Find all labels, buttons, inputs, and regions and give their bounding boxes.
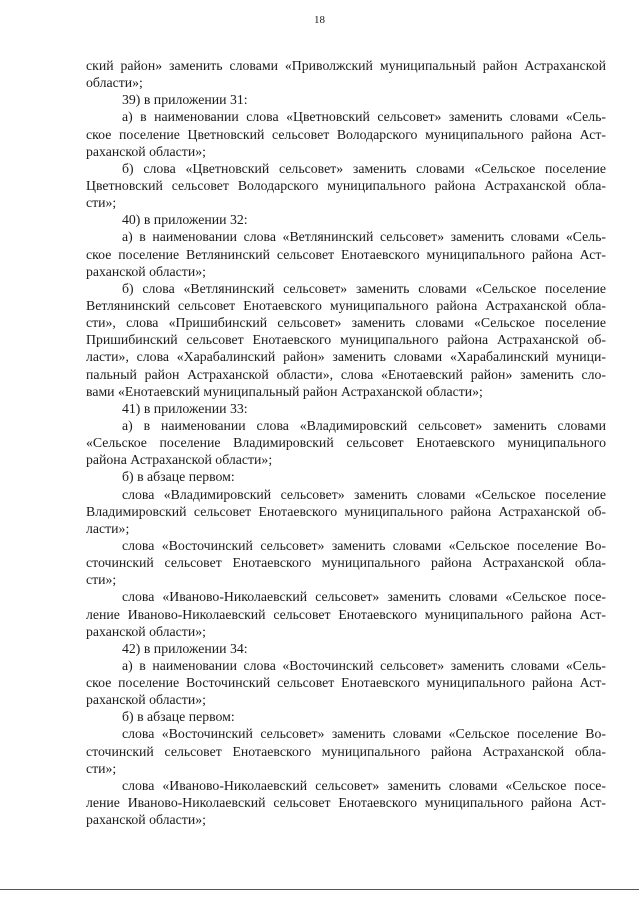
text-line: раханской области»; <box>86 812 206 828</box>
text-line: вами «Енотаевский муниципальный район Астраханской области»; <box>86 383 483 399</box>
text-line: 39) в приложении 31: <box>122 92 248 108</box>
paragraph <box>86 588 606 639</box>
text-line: сти», слова «Пришибинский сельсовет» заменить словами «Сельское поселение <box>86 315 606 331</box>
paragraph <box>86 57 606 91</box>
text-line: сточинский сельсовет Енотаевского муниципального района Астраханской обла- <box>86 555 606 571</box>
paragraph <box>86 640 606 657</box>
text-line: ское поселение Цветновский сельсовет Володарского муниципального района Аст- <box>86 126 606 142</box>
text-line: б) слова «Цветновский сельсовет» заменить словами «Сельское поселение <box>122 160 606 176</box>
text-line: б) в абзаце первом: <box>122 469 235 485</box>
paragraph <box>86 725 606 776</box>
paragraph <box>86 211 606 228</box>
document-body <box>86 57 606 828</box>
text-line: Пришибинский сельсовет Енотаевского муниципального района Астраханской об- <box>86 332 606 348</box>
text-line: 40) в приложении 32: <box>122 212 248 228</box>
paragraph <box>86 537 606 588</box>
text-line: ление Иваново-Николаевский сельсовет Енотаевского муниципального района Аст- <box>86 795 606 811</box>
text-line: ление Иваново-Николаевский сельсовет Енотаевского муниципального района Аст- <box>86 606 606 622</box>
text-line: Владимировский сельсовет Енотаевского муниципального района Астраханской об- <box>86 503 606 519</box>
paragraph <box>86 400 606 417</box>
text-line: Ветлянинский сельсовет Енотаевского муниципального района Астраханской обла- <box>86 297 606 313</box>
text-line: ласти», слова «Харабалинский район» заменить словами «Харабалинский муници- <box>86 349 606 365</box>
paragraph <box>86 708 606 725</box>
text-line: ское поселение Восточинский сельсовет Енотаевского муниципального района Аст- <box>86 675 606 691</box>
paragraph <box>86 657 606 708</box>
paragraph <box>86 228 606 279</box>
text-line: а) в наименовании слова «Цветновский сельсовет» заменить словами «Сель- <box>122 109 606 125</box>
text-line: «Сельское поселение Владимировский сельсовет Енотаевского муниципального <box>86 435 606 451</box>
text-line: ласти»; <box>86 520 130 536</box>
paragraph <box>86 486 606 537</box>
text-line: сти»; <box>86 195 117 211</box>
text-line: раханской области»; <box>86 263 206 279</box>
paragraph <box>86 777 606 828</box>
text-line: раханской области»; <box>86 143 206 159</box>
text-line: слова «Владимировский сельсовет» заменить словами «Сельское поселение <box>122 486 606 502</box>
paragraph <box>86 468 606 485</box>
text-line: 42) в приложении 34: <box>122 640 248 656</box>
text-line: б) слова «Ветлянинский сельсовет» заменить словами «Сельское поселение <box>122 280 606 296</box>
text-line: области»; <box>86 75 143 91</box>
text-line: раханской области»; <box>86 623 206 639</box>
text-line: б) в абзаце первом: <box>122 709 235 725</box>
paragraph <box>86 417 606 468</box>
paragraph <box>86 108 606 159</box>
text-line: сточинский сельсовет Енотаевского муниципального района Астраханской обла- <box>86 743 606 759</box>
text-line: слова «Иваново-Николаевский сельсовет» заменить словами «Сельское посе- <box>122 777 606 793</box>
page-number: 18 <box>314 14 325 26</box>
text-line: Цветновский сельсовет Володарского муниципального района Астраханской обла- <box>86 177 606 193</box>
text-line: сти»; <box>86 760 117 776</box>
text-line: а) в наименовании слова «Владимировский сельсовет» заменить словами <box>122 417 606 433</box>
text-line: раханской области»; <box>86 692 206 708</box>
text-line: а) в наименовании слова «Ветлянинский сельсовет» заменить словами «Сель- <box>122 229 606 245</box>
bottom-rule <box>0 889 639 890</box>
text-line: слова «Иваново-Николаевский сельсовет» заменить словами «Сельское посе- <box>122 589 606 605</box>
paragraph <box>86 160 606 211</box>
text-line: сти»; <box>86 572 117 588</box>
paragraph <box>86 91 606 108</box>
text-line: пальный район Астраханской области», слова «Енотаевский район» заменить сло- <box>86 366 606 382</box>
text-line: района Астраханской области»; <box>86 452 273 468</box>
text-line: слова «Восточинский сельсовет» заменить словами «Сельское поселение Во- <box>122 726 606 742</box>
text-line: 41) в приложении 33: <box>122 400 248 416</box>
text-line: ское поселение Ветлянинский сельсовет Енотаевского муниципального района Аст- <box>86 246 606 262</box>
text-line: а) в наименовании слова «Восточинский сельсовет» заменить словами «Сель- <box>122 657 606 673</box>
paragraph <box>86 280 606 400</box>
text-line: ский район» заменить словами «Приволжский муниципальный район Астраханской <box>86 58 606 73</box>
text-line: слова «Восточинский сельсовет» заменить словами «Сельское поселение Во- <box>122 537 606 553</box>
